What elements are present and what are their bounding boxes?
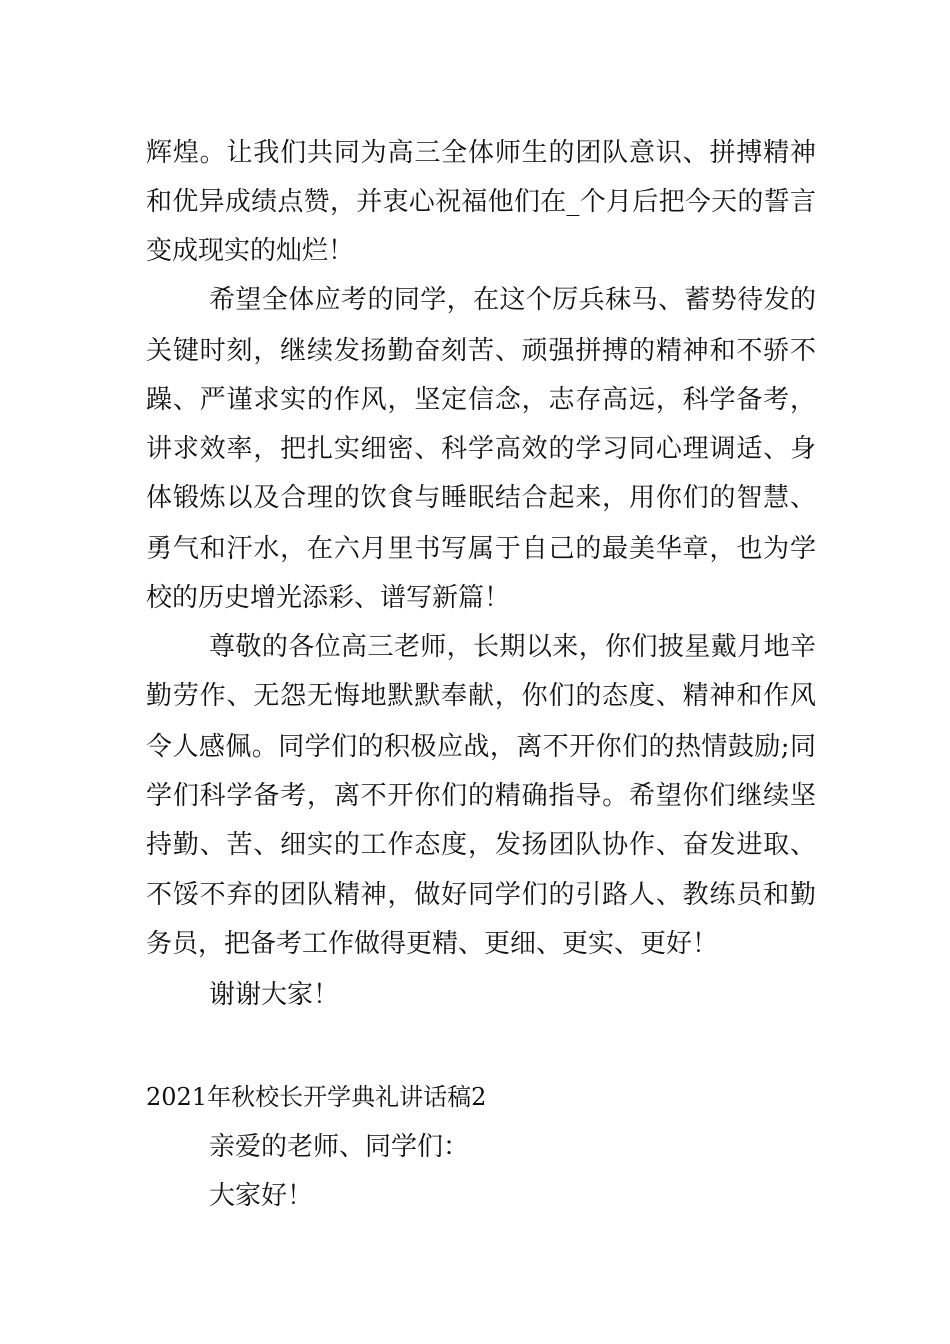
- paragraph-line: 讲求效率，把扎实细密、科学高效的学习同心理调适、身: [146, 434, 816, 464]
- closing-thanks: 谢谢大家！: [209, 980, 340, 1010]
- paragraph-line: 躁、严谨求实的作风，坚定信念，志存高远，科学备考，: [146, 385, 816, 415]
- paragraph-line: 不馁不弃的团队精神，做好同学们的引路人、教练员和勤: [146, 880, 816, 910]
- paragraph-line: 务员，把备考工作做得更精、更细、更实、更好！: [146, 929, 719, 959]
- section-title: 2021年秋校长开学典礼讲话稿2: [146, 1083, 487, 1111]
- paragraph-line: 尊敬的各位高三老师，长期以来，你们披星戴月地辛: [209, 632, 816, 662]
- paragraph-line: 辉煌。让我们共同为高三全体师生的团队意识、拼搏精神: [146, 138, 816, 168]
- paragraph-line: 体锻炼以及合理的饮食与睡眠结合起来，用你们的智慧、: [146, 483, 816, 513]
- paragraph-line: 变成现实的灿烂！: [146, 236, 355, 266]
- paragraph-line: 持勤、苦、细实的工作态度，发扬团队协作、奋发进取、: [146, 830, 816, 860]
- greeting: 大家好！: [209, 1181, 314, 1211]
- paragraph-line: 关键时刻，继续发扬勤奋刻苦、顽强拼搏的精神和不骄不: [146, 336, 816, 366]
- paragraph-line: 勤劳作、无怨无悔地默默奉献，你们的态度、精神和作风: [146, 681, 816, 711]
- paragraph-line: 希望全体应考的同学，在这个厉兵秣马、蓄势待发的: [209, 285, 816, 315]
- paragraph-line: 校的历史增光添彩、谱写新篇！: [146, 583, 511, 613]
- paragraph-line: 令人感佩。同学们的积极应战，离不开你们的热情鼓励;同: [146, 732, 816, 762]
- paragraph-line: 勇气和汗水，在六月里书写属于自己的最美华章，也为学: [146, 534, 816, 564]
- salutation: 亲爱的老师、同学们：: [209, 1132, 470, 1162]
- paragraph-line: 学们科学备考，离不开你们的精确指导。希望你们继续坚: [146, 781, 816, 811]
- paragraph-line: 和优异成绩点赞，并衷心祝福他们在_个月后把今天的誓言: [146, 187, 816, 217]
